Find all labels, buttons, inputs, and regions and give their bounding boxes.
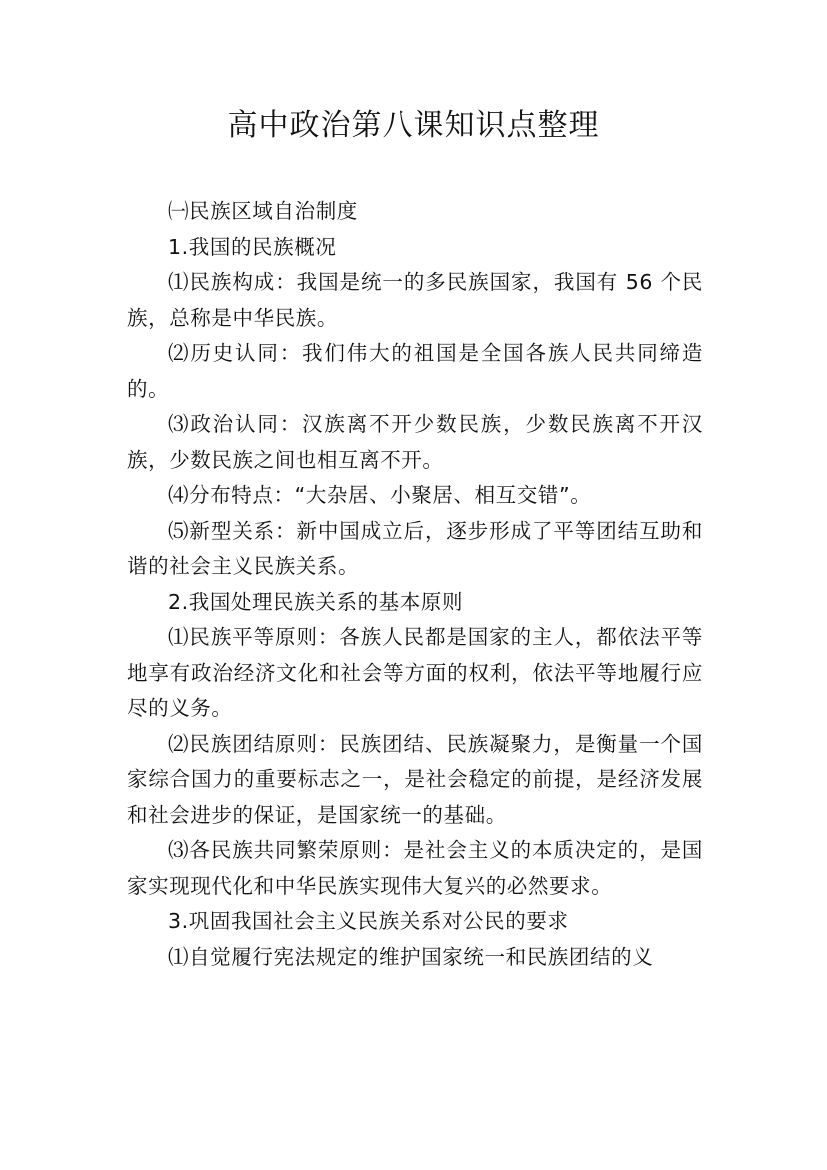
paragraph: ⑴民族构成：我国是统一的多民族国家，我国有 56 个民族，总称是中华民族。 xyxy=(127,270,703,330)
paragraph: ⑴自觉履行宪法规定的维护国家统一和民族团结的义 xyxy=(168,944,654,969)
paragraph: ⑶各民族共同繁荣原则：是社会主义的本质决定的，是国家实现现代化和中华民族实现伟大复兴的必然要求。 xyxy=(127,838,703,898)
section-heading: ㈠民族区域自治制度 xyxy=(168,199,358,223)
paragraph: ⑵民族团结原则：民族团结、民族凝聚力，是衡量一个国家综合国力的重要标志之一，是社会稳定的前提，是经济发展和社会进步的保证，是国家统一的基础。 xyxy=(127,731,703,827)
subsection-heading: 2.我国处理民族关系的基本原则 xyxy=(168,589,464,614)
document-body xyxy=(127,194,703,975)
paragraph: ⑶政治认同：汉族离不开少数民族，少数民族离不开汉族，少数民族之间也相互离不开。 xyxy=(127,412,703,472)
paragraph: ⑸新型关系：新中国成立后，逐步形成了平等团结互助和谐的社会主义民族关系。 xyxy=(127,518,703,578)
subsection-heading: 1.我国的民族概况 xyxy=(168,234,337,259)
paragraph: ⑷分布特点：“大杂居、小聚居、相互交错”。 xyxy=(168,483,592,507)
document-title: 高中政治第八课知识点整理 xyxy=(227,108,600,143)
paragraph: ⑵历史认同：我们伟大的祖国是全国各族人民共同缔造的。 xyxy=(127,341,703,401)
subsection-heading: 3.巩固我国社会主义民族关系对公民的要求 xyxy=(168,909,569,933)
paragraph: ⑴民族平等原则：各族人民都是国家的主人，都依法平等地享有政治经济文化和社会等方面的权利，依法平等地履行应尽的义务。 xyxy=(127,625,703,720)
